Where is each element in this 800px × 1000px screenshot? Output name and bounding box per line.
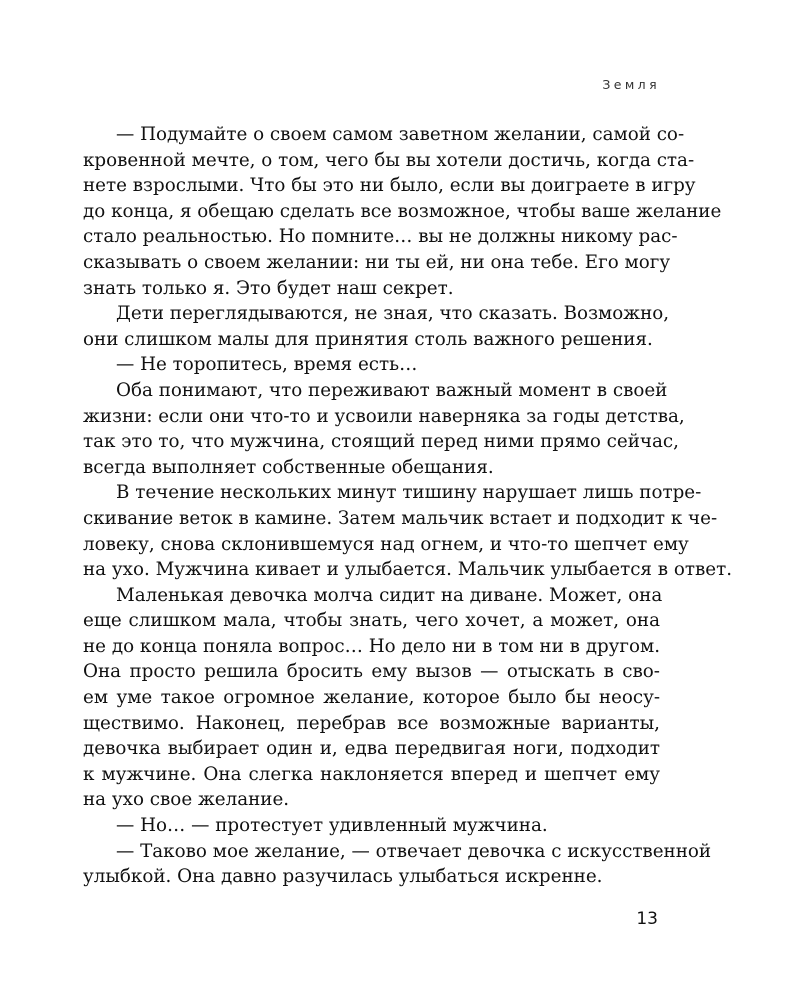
text-line: всегда выполняет собственные обещания. — [83, 456, 494, 478]
body-text — [83, 122, 733, 890]
text-line: не до конца поняла вопрос… Но дело ни в том ни в другом. — [83, 635, 661, 657]
running-header: Земля — [602, 77, 660, 92]
text-line: жизни: если они что-то и усвоили наверняка за годы детства, — [83, 405, 685, 427]
text-line: сказывать о своем желании: ни ты ей, ни она тебе. Его могу — [83, 251, 671, 273]
text-line: девочка выбирает один и, едва передвигая ноги, подходит — [83, 738, 660, 760]
text-line: улыбкой. Она давно разучилась улыбаться искренне. — [83, 866, 603, 888]
text-line: до конца, я обещаю сделать все возможное, чтобы ваше желание — [83, 200, 722, 222]
text-line: ществимо. Наконец, перебрав все возможные варианты, — [83, 712, 660, 734]
text-line: скивание веток в камине. Затем мальчик встает и подходит к че- — [83, 507, 718, 529]
text-line: Оба понимают, что переживают важный момент в своей — [116, 379, 668, 401]
text-line: ем уме такое огромное желание, которое было бы неосу- — [83, 687, 660, 709]
text-line: еще слишком мала, чтобы знать, чего хочет, а может, она — [83, 610, 660, 632]
text-line: к мужчине. Она слегка наклоняется вперед и шепчет ему — [83, 763, 660, 785]
text-line: Маленькая девочка молча сидит на диване. Может, она — [116, 584, 663, 606]
text-line: Дети переглядываются, не зная, что сказать. Возможно, — [116, 303, 670, 325]
text-line: стало реальностью. Но помните… вы не должны никому рас- — [83, 226, 678, 248]
text-line: так это то, что мужчина, стоящий перед ними прямо сейчас, — [83, 431, 679, 453]
text-line: — Не торопитесь, время есть… — [116, 354, 418, 376]
text-line: они слишком малы для принятия столь важного решения. — [83, 328, 653, 350]
text-line: — Таково мое желание, — отвечает девочка с искусственной — [116, 840, 712, 862]
text-line: знать только я. Это будет наш секрет. — [83, 277, 454, 299]
text-line: В течение нескольких минут тишину нарушает лишь потре- — [116, 482, 702, 504]
page-number: 13 — [636, 909, 658, 929]
text-line: Она просто решила бросить ему вызов — отыскать в сво- — [83, 661, 660, 683]
text-line: — Подумайте о своем самом заветном желании, самой со- — [116, 124, 685, 145]
text-line: на ухо свое желание. — [83, 789, 290, 811]
text-line: нете взрослыми. Что бы это ни было, если вы доиграете в игру — [83, 175, 696, 197]
text-line: на ухо. Мужчина кивает и улыбается. Мальчик улыбается в ответ. — [83, 559, 733, 581]
text-line: — Но… — протестует удивленный мужчина. — [116, 815, 548, 837]
text-line: ловеку, снова склонившемуся над огнем, и что-то шепчет ему — [83, 533, 689, 555]
text-line: кровенной мечте, о том, чего бы вы хотели достичь, когда ста- — [83, 149, 695, 171]
